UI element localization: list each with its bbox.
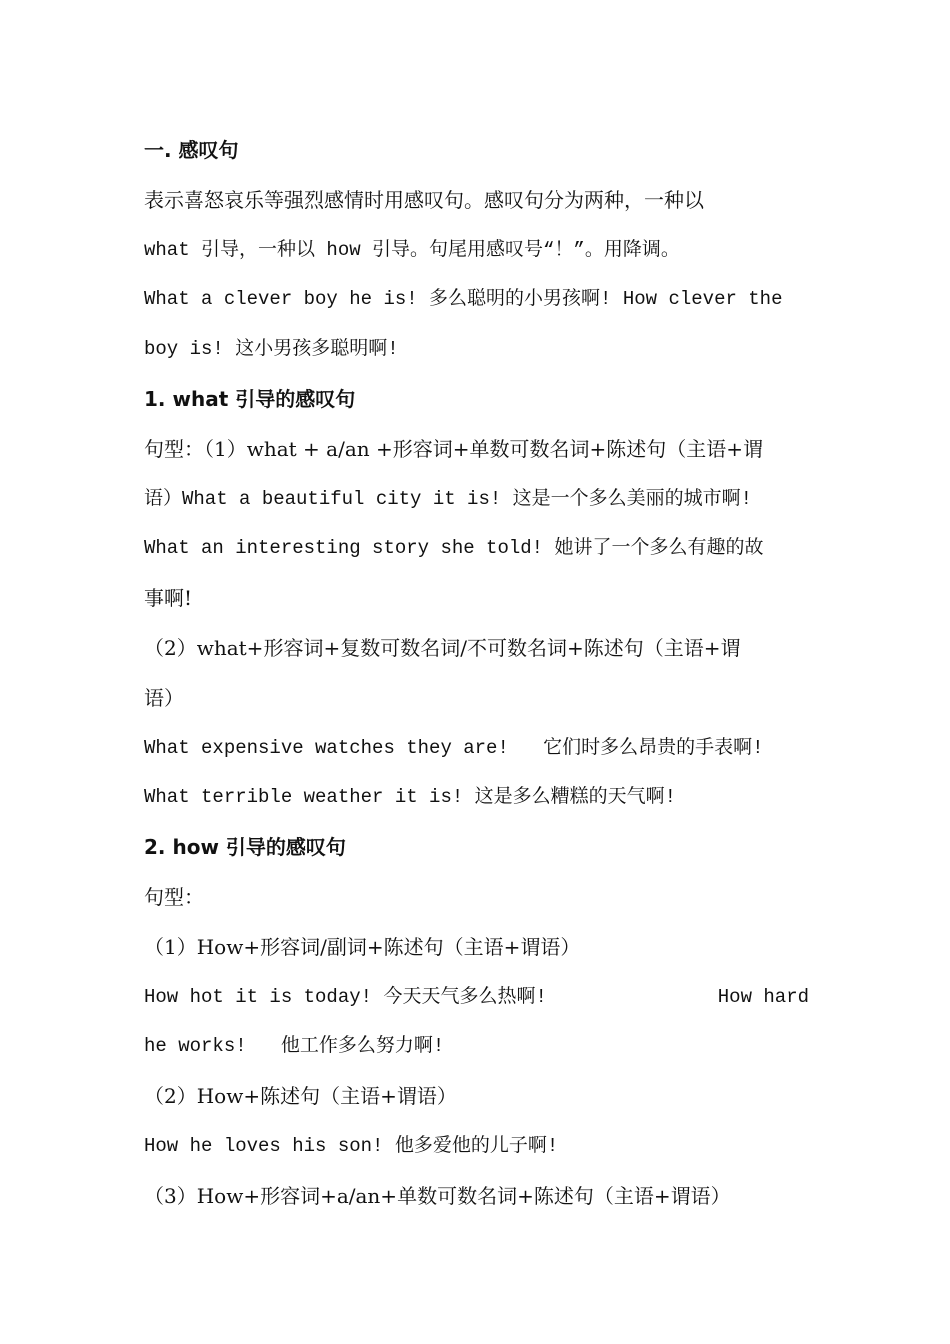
what-pattern-1-line-4: 事啊!	[144, 586, 193, 611]
what-pattern-2-line-3: What expensive watches they are! 它们时多么昂贵的手表啊!	[144, 736, 764, 759]
how-pattern-1: （1）How+形容词/副词+陈述句（主语+谓语）	[144, 934, 581, 959]
how-pattern-2-example: How he loves his son! 他多爱他的儿子啊!	[144, 1134, 559, 1157]
intro-line-3: What a clever boy he is! 多么聪明的小男孩啊! How clever the	[144, 288, 783, 311]
how-pattern-3: （3）How+形容词+a/an+单数可数名词+陈述句（主语+谓语）	[144, 1183, 731, 1208]
what-pattern-2-line-2: 语）	[144, 685, 184, 710]
how-pattern-label: 句型：	[144, 884, 204, 909]
how-pattern-1-example-line-2: he works! 他工作多么努力啊!	[144, 1035, 445, 1058]
what-pattern-2-line-4: What terrible weather it is! 这是多么糟糕的天气啊!	[144, 786, 677, 809]
intro-line-1: 表示喜怒哀乐等强烈感情时用感叹句。感叹句分为两种，一种以	[144, 187, 704, 212]
intro-line-4: boy is! 这小男孩多聪明啊!	[144, 338, 399, 361]
how-pattern-1-example-left: How hot it is today! 今天天气多么热啊!	[144, 985, 547, 1008]
section-title: 一. 感叹句	[144, 138, 239, 162]
what-pattern-2-line-1: （2）what+形容词+复数可数名词/不可数名词+陈述句（主语+谓	[144, 635, 741, 660]
how-heading: 2. how 引导的感叹句	[144, 835, 346, 860]
what-pattern-1-line-3: What an interesting story she told! 她讲了一个多么有趣的故	[144, 537, 764, 560]
how-pattern-1-example-right: How hard	[717, 985, 809, 1008]
document-body	[144, 126, 809, 1222]
how-pattern-1-example-line-1	[144, 973, 809, 1023]
what-pattern-1-line-1: 句型：（1）what + a/an +形容词+单数可数名词+陈述句（主语+谓	[144, 436, 764, 461]
how-pattern-2: （2）How+陈述句（主语+谓语）	[144, 1084, 457, 1109]
what-heading: 1. what 引导的感叹句	[144, 386, 356, 411]
what-pattern-1-line-2: 语）What a beautiful city it is! 这是一个多么美丽的城市啊!	[144, 487, 753, 510]
intro-line-2: what 引导，一种以 how 引导。句尾用感叹号“！”。用降调。	[144, 238, 680, 261]
